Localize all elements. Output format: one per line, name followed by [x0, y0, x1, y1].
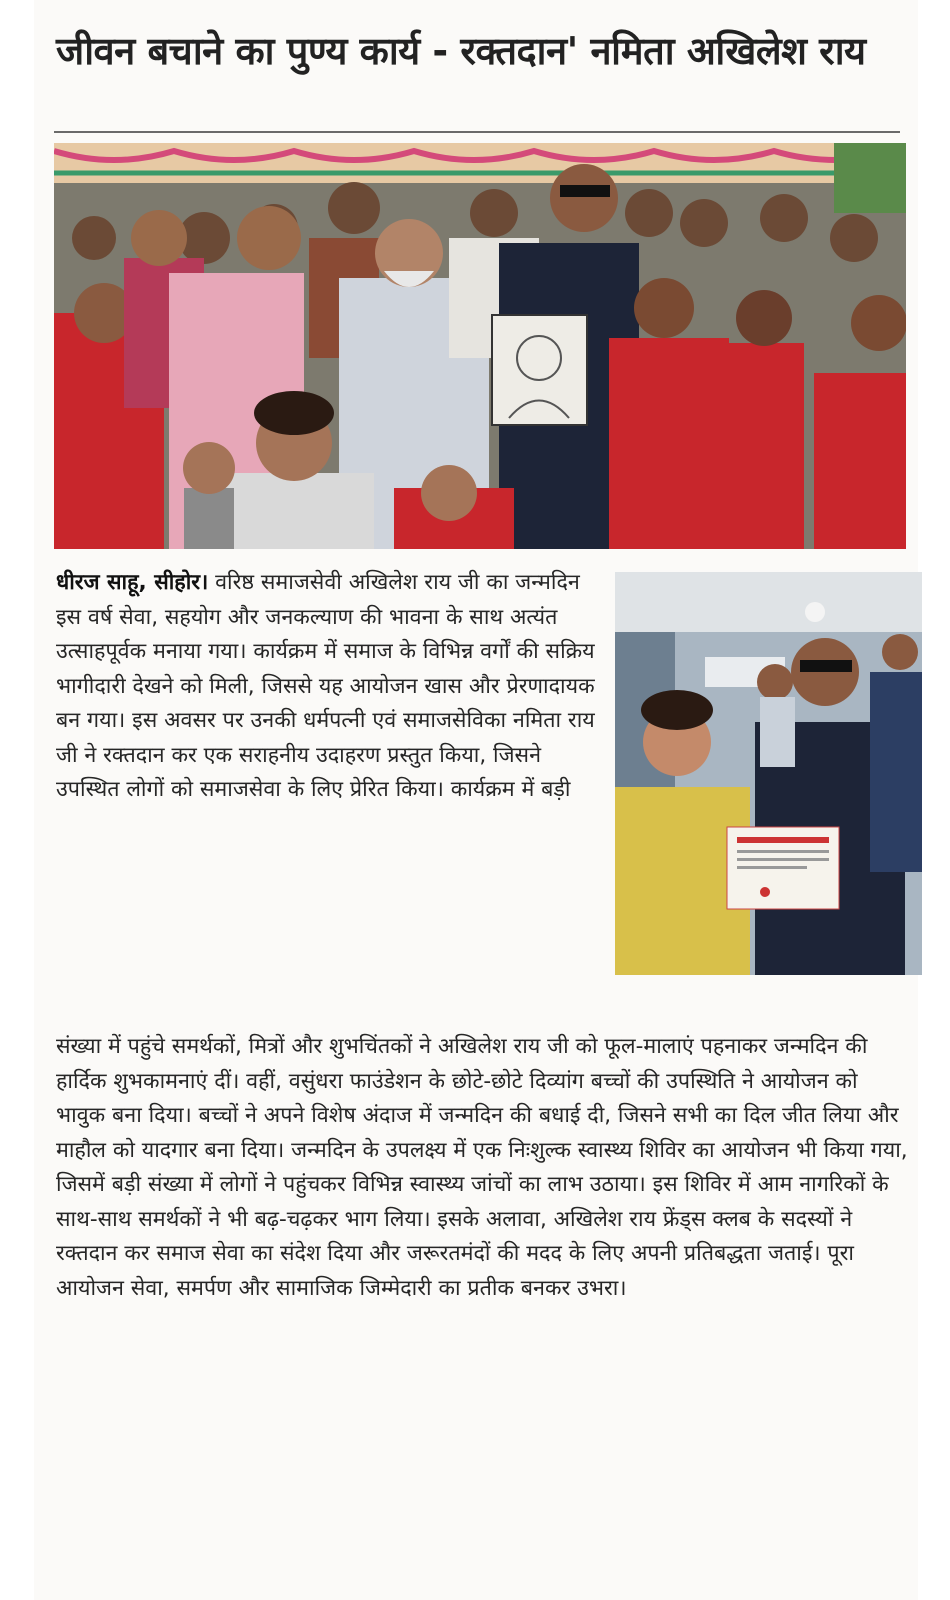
certificate-photo	[615, 572, 922, 975]
article-headline: जीवन बचाने का पुण्य कार्य - रक्तदान' नमिता अखिलेश राय	[56, 29, 866, 73]
article-body-full-width: संख्या में पहुंचे समर्थकों, मित्रों और शुभचिंतकों ने अखिलेश राय जी को फूल-मालाएं पहनाकर जन्मदिन की हार्दिक शुभकामनाएं दीं। वहीं, वसुंधरा फाउंडेशन के छोटे-छोटे दिव्यांग बच्चों की उपस्थिति ने आयोजन को भावुक बना दिया। बच्चों ने अपने विशेष अंदाज में जन्मदिन की बधाई दी, जिसने सभी का दिल जीत लिया और माहौल को यादगार बना दिया। जन्मदिन के उपलक्ष्य में एक निःशुल्क स्वास्थ्य शिविर का आयोजन भी किया गया, जिसमें बड़ी संख्या में लोगों ने पहुंचकर विभिन्न स्वास्थ्य जांचों का लाभ उठाया। इस शिविर में आम नागरिकों के साथ-साथ समर्थकों ने भी बढ़-चढ़कर भाग लिया। इसके अलावा, अखिलेश राय फ्रेंड्स क्लब के सदस्यों ने रक्तदान कर समाज सेवा का संदेश दिया और जरूरतमंदों की मदद के लिए अपनी प्रतिबद्धता जताई। पूरा आयोजन सेवा, समर्पण और सामाजिक जिम्मेदारी का प्रतीक बनकर उभरा।	[56, 1034, 908, 1301]
article-byline: धीरज साहू, सीहोर।	[56, 570, 209, 595]
article-body-part1: वरिष्ठ समाजसेवी अखिलेश राय जी का जन्मदिन इस वर्ष सेवा, सहयोग और जनकल्याण की भावना के साथ अत्यंत उत्साहपूर्वक मनाया गया। कार्यक्रम में समाज के विभिन्न वर्गों की सक्रिय भागीदारी देखने को मिली, जिससे यह आयोजन खास और प्रेरणादायक बन गया। इस अवसर पर उनकी धर्मपत्नी एवं समाजसेविका नमिता राय जी ने रक्तदान कर एक सराहनीय उदाहरण प्रस्तुत किया, जिसने उपस्थित लोगों को समाजसेवा के लिए प्रेरित किया। कार्यक्रम में बड़ी	[56, 570, 595, 802]
group-photo	[54, 143, 906, 549]
headline-rule	[54, 131, 900, 133]
article-body-column	[56, 566, 608, 808]
